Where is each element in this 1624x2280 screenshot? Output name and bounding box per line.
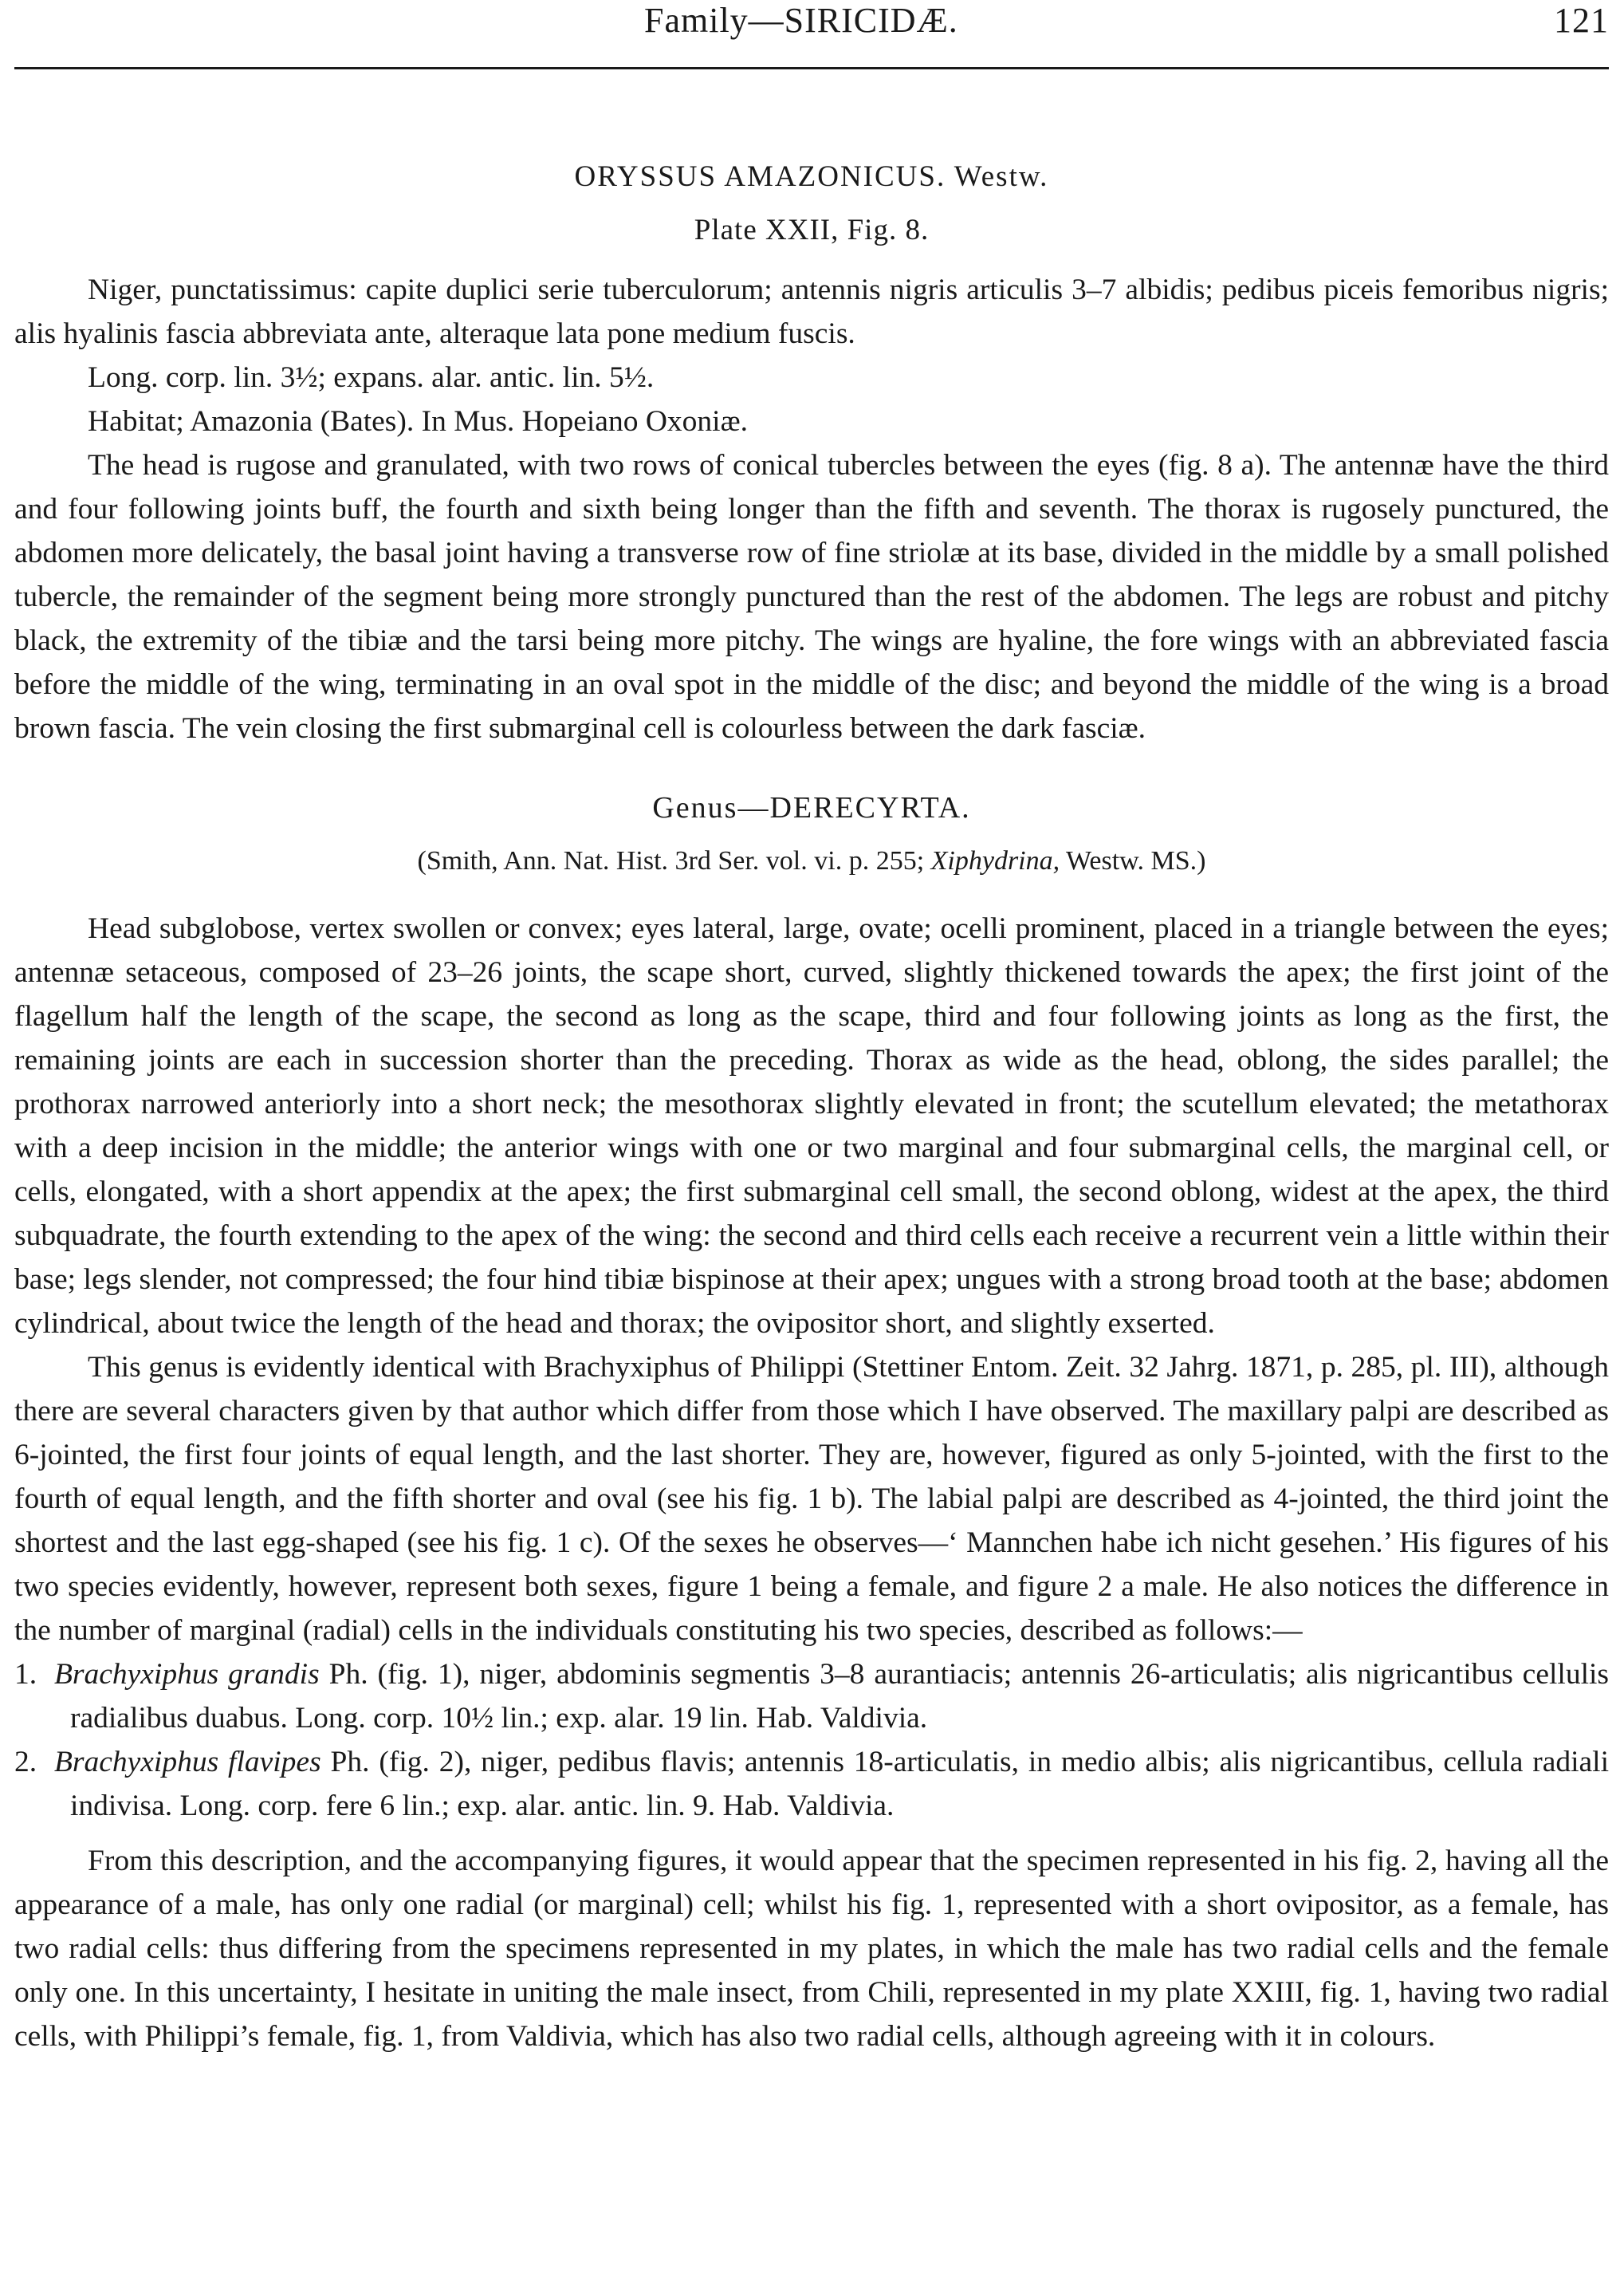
list-item-text: Ph. (fig. 2), niger, pedibus flavis; antennis 18-articulatis, in medio albis; alis nigricantibus, cellula radiali indivisa. Long. corp. fere 6 lin.; exp. alar. antic. lin. 9. Hab. Valdivia. [70, 1746, 1609, 1822]
species-diagnosis: Niger, punctatissimus: capite duplici serie tuberculorum; antennis nigris articulis 3–7 albidis; pedibus piceis femoribus nigris; alis hyalinis fascia abbreviata ante, alteraque lata pone medium fuscis. [14, 274, 1609, 350]
genus-reference-prefix: (Smith, Ann. Nat. Hist. 3rd Ser. vol. vi. p. 255; [417, 846, 931, 876]
list-item-species-name: Brachyxiphus grandis [54, 1658, 320, 1691]
running-head-title: Family—SIRICIDÆ. [644, 1, 958, 40]
list-item-text: Ph. (fig. 1), niger, abdominis segmentis 3–8 aurantiacis; antennis 26-articulatis; alis nigricantibus cellulis radialibus duabus. Long. corp. 10½ lin.; exp. alar. 19 lin. Hab. Valdivia. [70, 1658, 1609, 1735]
species-heading: ORYSSUS AMAZONICUS. Westw. [574, 160, 1049, 193]
genus-conclusion: From this description, and the accompanying figures, it would appear that the specimen represented in his fig. 2, having all the appearance of a male, has only one radial (or marginal) cell; whilst his fig. 1, represented with a short ovipositor, as a female, has two radial cells: thus differing from the specimens represented in my plates, in which the male has two radial cells and the female only one. In this uncertainty, I hesitate in uniting the male insect, from Chili, represented in my plate XXIII, fig. 1, having two radial cells, with Philippi’s female, fig. 1, from Valdivia, which has also two radial cells, although agreeing with it in colours. [14, 1845, 1609, 2053]
species-measurements: Long. corp. lin. 3½; expans. alar. antic. lin. 5½. [88, 361, 655, 394]
list-item-number: 1. [14, 1658, 37, 1691]
genus-heading: Genus—DERECYRTA. [652, 791, 971, 825]
genus-discussion: This genus is evidently identical with Brachyxiphus of Philippi (Stettiner Entom. Zeit. 32 Jahrg. 1871, p. 285, pl. III), although there are several characters given by that author which differ from those which I have observed. The maxillary palpi are described as 6-jointed, the first four joints of equal length, and the last shorter. They are, however, figured as only 5-jointed, with the first to the fourth of equal length, and the fifth shorter and oval (see his fig. 1 b). The labial palpi are described as 4-jointed, the third joint the shortest and the last egg-shaped (see his fig. 1 c). Of the sexes he observes—‘ Mannchen habe ich nicht gesehen.’ His figures of his two species evidently, however, represent both sexes, figure 1 being a female, and figure 2 a male. He also notices the difference in the number of marginal (radial) cells in the individuals constituting his two species, described as follows:— [14, 1351, 1609, 1647]
page-body [14, 159, 1609, 2058]
book-page [14, 0, 1609, 2280]
list-item-number: 2. [14, 1746, 37, 1778]
page-number: 121 [1554, 1, 1609, 40]
list-item [14, 1740, 1609, 1828]
plate-reference: Plate XXII, Fig. 8. [694, 214, 930, 246]
genus-reference [14, 846, 1609, 876]
list-item [14, 1652, 1609, 1740]
header-rule [14, 67, 1609, 69]
genus-reference-suffix: Westw. MS.) [1060, 846, 1206, 876]
genus-characters: Head subglobose, vertex swollen or convex; eyes lateral, large, ovate; ocelli prominent, placed in a triangle between the eyes; antennæ setaceous, composed of 23–26 joints, the scape short, curved, slightly thickened towards the apex; the first joint of the flagellum half the length of the scape, the second as long as the scape, third and four following joints as long as the first, the remaining joints are each in succession shorter than the preceding. Thorax as wide as the head, oblong, the sides parallel; the prothorax narrowed anteriorly into a short neck; the mesothorax slightly elevated in front; the scutellum elevated; the metathorax with a deep incision in the middle; the anterior wings with one or two marginal and four submarginal cells, the marginal cell, or cells, elongated, with a short appendix at the apex; the first submarginal cell small, the second oblong, widest at the apex, the third subquadrate, the fourth extending to the apex of the wing: the second and third cells each receive a recurrent vein a little within their base; legs slender, not compressed; the four hind tibiæ bispinose at their apex; ungues with a strong broad tooth at the base; abdomen cylindrical, about twice the length of the head and thorax; the ovipositor short, and slightly exserted. [14, 912, 1609, 1340]
running-head [14, 0, 1609, 48]
species-habitat: Habitat; Amazonia (Bates). In Mus. Hopeiano Oxoniæ. [88, 405, 748, 438]
genus-reference-italic: Xiphydrina, [930, 846, 1060, 876]
species-description: The head is rugose and granulated, with two rows of conical tubercles between the eyes (fig. 8 a). The antennæ have the third and four following joints buff, the fourth and sixth being longer than the fifth and seventh. The thorax is rugosely punctured, the abdomen more delicately, the basal joint having a transverse row of fine striolæ at its base, divided in the middle by a small polished tubercle, the remainder of the segment being more strongly punctured than the rest of the abdomen. The legs are robust and pitchy black, the extremity of the tibiæ and the tarsi being more pitchy. The wings are hyaline, the fore wings with an abbreviated fascia before the middle of the wing, terminating in an oval spot in the middle of the disc; and beyond the middle of the wing is a broad brown fascia. The vein closing the first submarginal cell is colourless between the dark fasciæ. [14, 449, 1609, 745]
list-item-species-name: Brachyxiphus flavipes [54, 1746, 321, 1778]
